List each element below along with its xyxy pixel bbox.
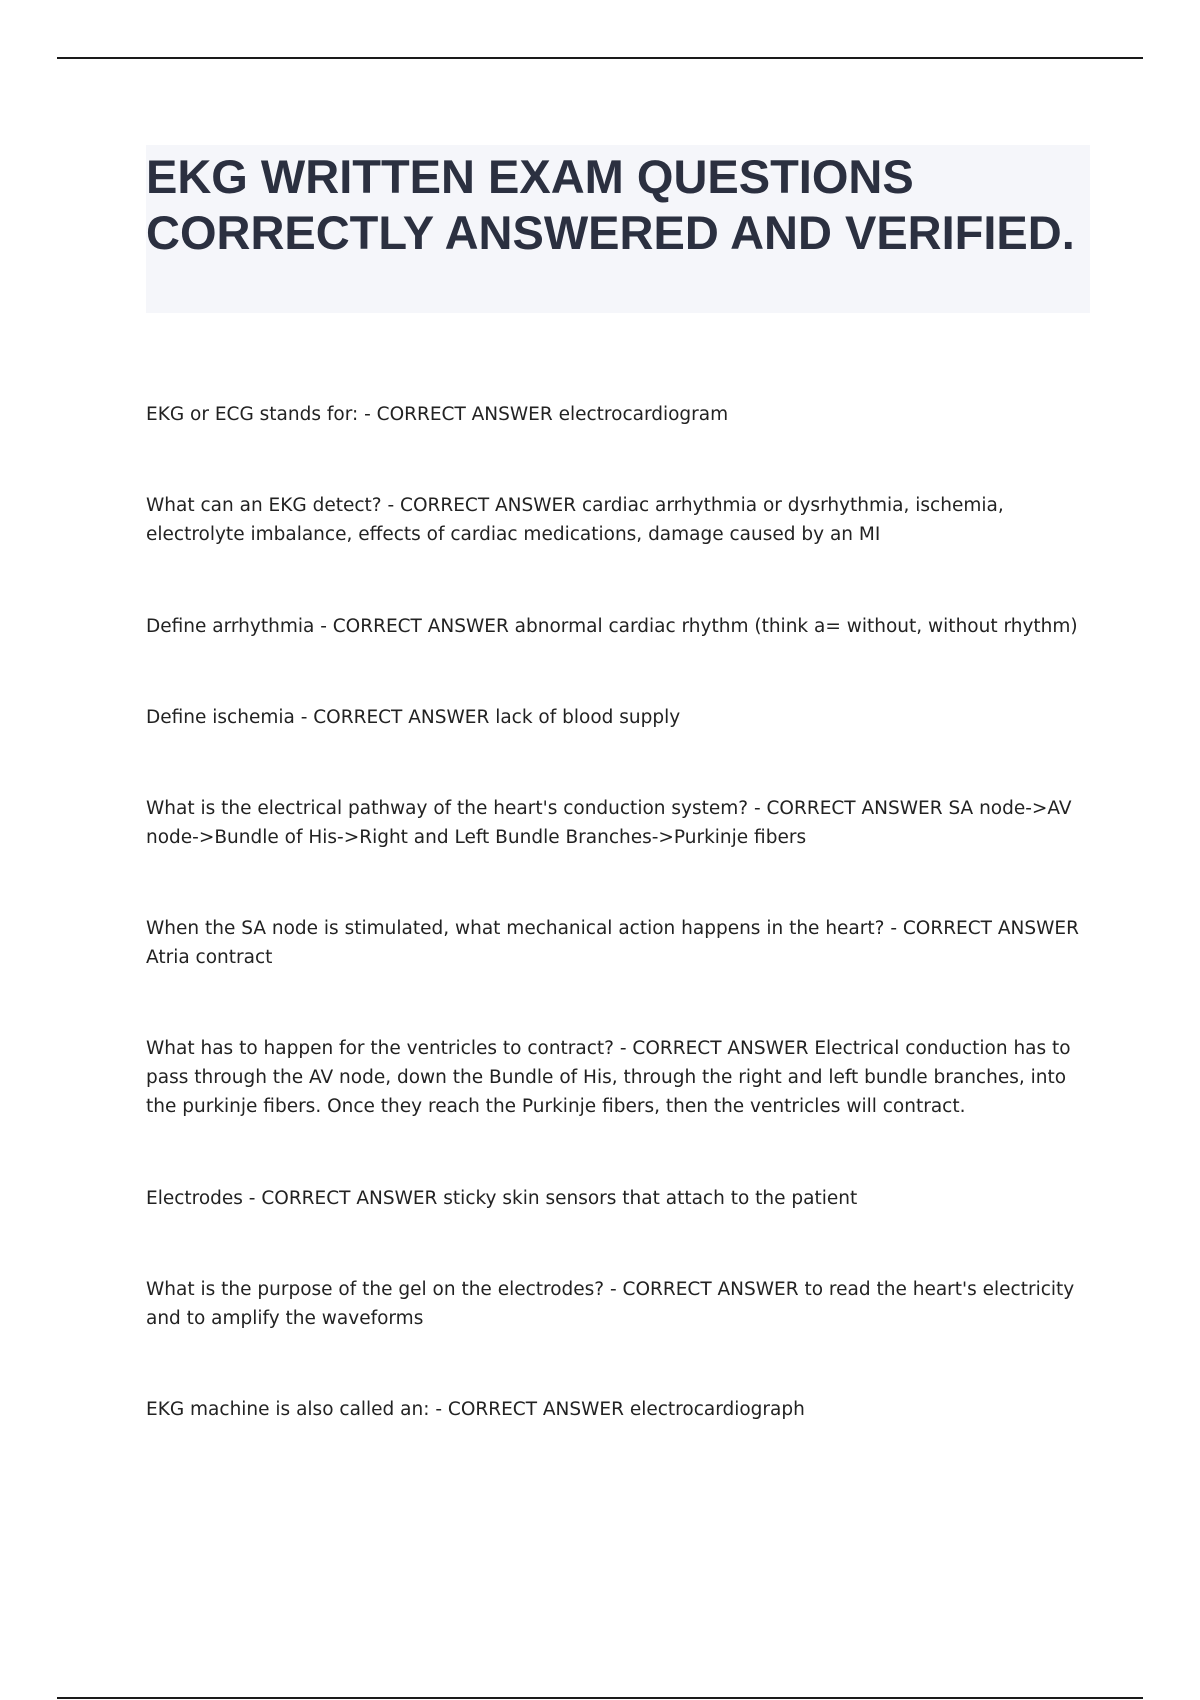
qa-item-9: What is the purpose of the gel on the electrodes? - CORRECT ANSWER to read the heart's electricity and to amplify the waveforms [146,1279,1075,1329]
qa-item-4: Define ischemia - CORRECT ANSWER lack of blood supply [146,707,681,728]
qa-item-10: EKG machine is also called an: - CORRECT ANSWER electrocardiograph [146,1399,805,1420]
title-block [146,145,1090,313]
qa-item-1: EKG or ECG stands for: - CORRECT ANSWER electrocardiogram [146,404,729,425]
qa-item-2: What can an EKG detect? - CORRECT ANSWER cardiac arrhythmia or dysrhythmia, ischemia, electrolyte imbalance, effects of cardiac medications, damage caused by an MI [146,495,1004,545]
qa-item-5: What is the electrical pathway of the heart's conduction system? - CORRECT ANSWER SA node->AV node->Bundle of His->Right and Left Bundle Branches->Purkinje fibers [146,798,1072,848]
qa-item-3: Define arrhythmia - CORRECT ANSWER abnormal cardiac rhythm (think a= without, without rhythm) [146,616,1078,637]
document-title: EKG WRITTEN EXAM QUESTIONS CORRECTLY ANSWERED AND VERIFIED. [146,150,1075,259]
qa-item-6: When the SA node is stimulated, what mechanical action happens in the heart? - CORRECT ANSWER Atria contract [146,918,1079,968]
header-rule [57,57,1143,59]
qa-item-7: What has to happen for the ventricles to contract? - CORRECT ANSWER Electrical conduction has to pass through the AV node, down the Bundle of His, through the right and left bundle branches, into the purkinje fibers. Once they reach the Purkinje fibers, then the ventricles will contract. [146,1038,1071,1117]
footer-rule [57,1697,1143,1699]
qa-item-8: Electrodes - CORRECT ANSWER sticky skin sensors that attach to the patient [146,1188,858,1209]
